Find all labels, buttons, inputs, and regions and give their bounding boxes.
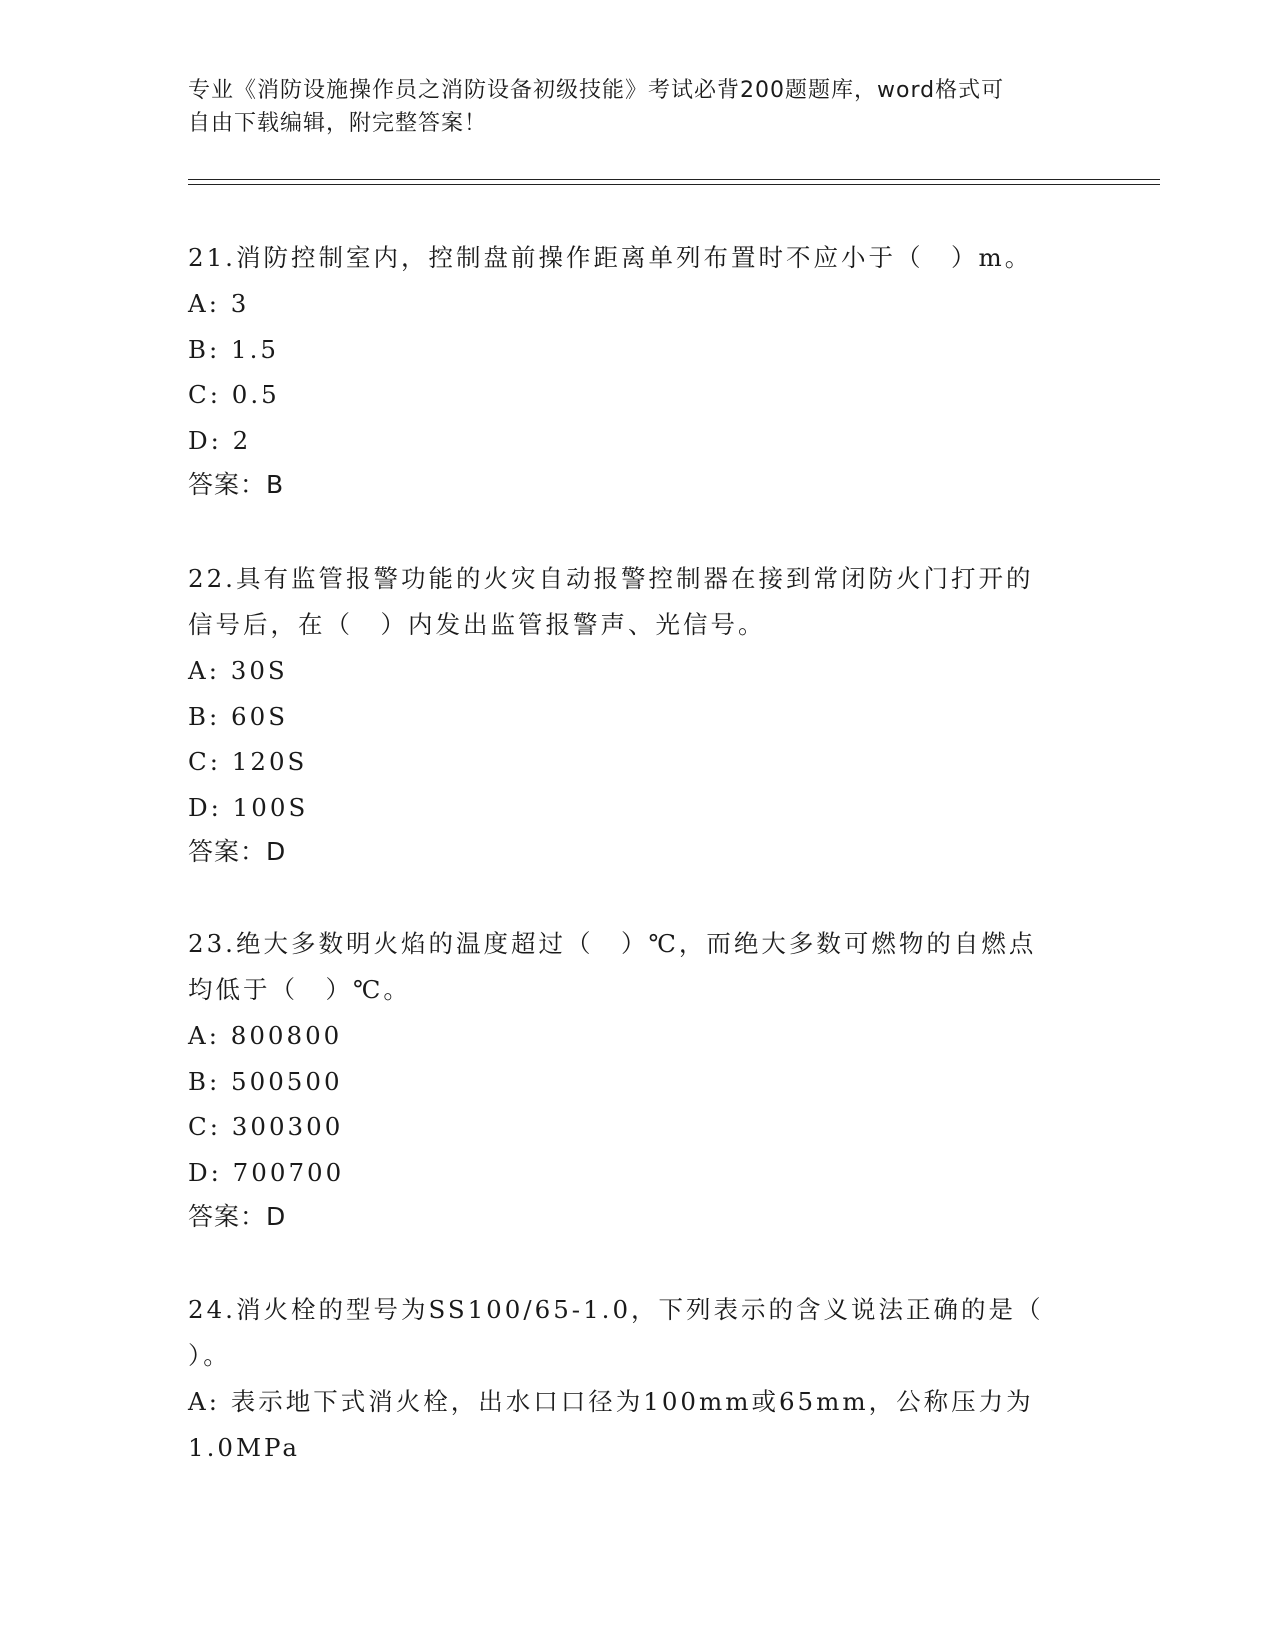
option-d: D: 100S: [188, 792, 309, 822]
option-b: B: 60S: [188, 701, 289, 731]
question-stem-continued: 信号后，在（ ）内发出监管报警声、光信号。: [188, 610, 766, 639]
header-line-1: 专业《消防设施操作员之消防设备初级技能》考试必背200题题库，word格式可: [188, 78, 1005, 103]
option-a-continued: 1.0MPa: [188, 1432, 301, 1462]
option-a: A: 表示地下式消火栓，出水口口径为100mm或65mm，公称压力为: [188, 1387, 1034, 1416]
question-24: [188, 1287, 1088, 1470]
question-21: [188, 235, 1088, 507]
question-stem: 23.绝大多数明火焰的温度超过（ ）℃，而绝大多数可燃物的自燃点: [188, 929, 1037, 958]
question-stem: 24.消火栓的型号为SS100/65-1.0，下列表示的含义说法正确的是（: [188, 1295, 1044, 1324]
option-c: C: 120S: [188, 747, 308, 776]
question-stem: 21.消防控制室内，控制盘前操作距离单列布置时不应小于（ ）m。: [188, 243, 1033, 272]
answer-line: 答案：B: [188, 470, 285, 499]
answer-line: 答案：D: [188, 1202, 287, 1231]
option-c: C: 300300: [188, 1112, 344, 1141]
option-a: A: 30S: [188, 656, 288, 685]
answer-line: 答案：D: [188, 837, 287, 866]
question-22: [188, 556, 1088, 874]
question-23: [188, 921, 1088, 1239]
header-line-2: 自由下载编辑，附完整答案！: [188, 111, 488, 136]
option-a: A: 800800: [188, 1021, 343, 1050]
option-d: D: 700700: [188, 1157, 345, 1187]
question-stem-continued: ）。: [188, 1341, 231, 1370]
option-d: D: 2: [188, 425, 252, 455]
option-b: B: 500500: [188, 1066, 343, 1096]
question-stem: 22.具有监管报警功能的火灾自动报警控制器在接到常闭防火门打开的: [188, 564, 1034, 593]
document-header: [188, 74, 1088, 140]
question-stem-continued: 均低于（ ）℃。: [188, 975, 411, 1004]
option-a: A: 3: [188, 289, 250, 318]
header-divider-bottom: [188, 184, 1160, 185]
option-b: B: 1.5: [188, 334, 280, 364]
header-divider-top: [188, 179, 1160, 180]
option-c: C: 0.5: [188, 380, 280, 409]
